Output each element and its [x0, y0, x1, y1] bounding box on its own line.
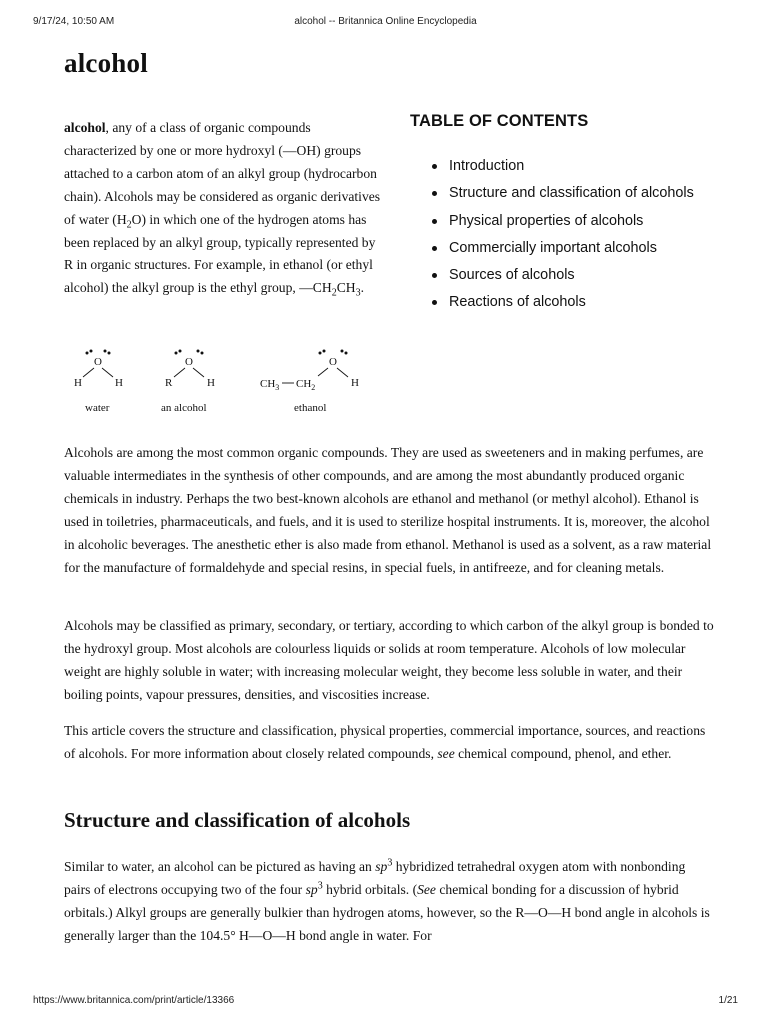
hydrogen-label: H [207, 377, 215, 389]
print-datetime: 9/17/24, 10:50 AM [33, 16, 115, 27]
ch3-label: $CH_3$ [260, 378, 280, 392]
bullet-icon [432, 191, 437, 196]
hydrogen-label: H [351, 377, 359, 389]
toc-item-physical-properties[interactable] [410, 211, 694, 238]
electron-dot [90, 350, 93, 353]
electron-dot [104, 350, 107, 353]
structure-diagram [64, 343, 384, 423]
caption-alcohol: an alcohol [161, 402, 207, 414]
electron-dot [179, 350, 182, 353]
paragraph-classification: Alcohols may be classified as primary, secondary, or tertiary, according to which carbon of the alkyl group is bonded to the hydroxyl group. Most alcohols are colourless liquids or solids at room temperature. Alcohols of low molecular weight are highly soluble in water; with increasing molecular weight, they become less soluble in water, and their boiling points, vapour pressures, densities, and viscosities increase. [64, 618, 714, 702]
toc-item-introduction[interactable] [410, 156, 694, 183]
toc-list [410, 156, 694, 320]
paragraph-text: hybrid orbitals. ( [322, 881, 418, 897]
electron-dot [197, 350, 200, 353]
caption-ethanol: ethanol [294, 402, 327, 414]
sp-emphasis: sp [305, 881, 318, 897]
subscript: 3 [355, 288, 361, 300]
electron-dot [341, 350, 344, 353]
electron-dot [323, 350, 326, 353]
print-url: https://www.britannica.com/print/article/13366 [33, 995, 235, 1006]
article-title: alcohol [64, 48, 148, 78]
alcohol-molecule [161, 350, 215, 415]
electron-dot [86, 352, 89, 355]
paragraph-text: chemical compound, phenol, and ether. [454, 745, 672, 761]
electron-dot [108, 352, 111, 355]
oxygen-label: O [185, 356, 193, 368]
superscript: 3 [317, 880, 323, 892]
toc-item-label[interactable]: Sources of alcohols [449, 267, 575, 284]
hydrogen-label: H [115, 377, 123, 389]
bond-line [318, 368, 328, 376]
bond-line [337, 368, 348, 377]
r-group-label: R [165, 377, 173, 389]
subscript: 2 [126, 219, 132, 231]
paragraph-coverage [64, 720, 714, 766]
see-emphasis: See [417, 881, 436, 897]
oxygen-label: O [329, 356, 337, 368]
intro-text: . [360, 280, 364, 296]
subscript: 2 [331, 288, 337, 300]
bullet-icon [432, 164, 437, 169]
bond-line [102, 368, 113, 377]
section-heading: Structure and classification of alcohols [64, 808, 411, 832]
toc-item-commercially-important[interactable] [410, 238, 694, 265]
toc-item-label[interactable]: Physical properties of alcohols [449, 212, 644, 229]
bond-line [174, 368, 185, 377]
bullet-icon [432, 273, 437, 278]
paragraph-structure [64, 856, 714, 948]
oxygen-label: O [94, 356, 102, 368]
see-emphasis: see [437, 745, 455, 761]
toc-heading: TABLE OF CONTENTS [410, 112, 589, 130]
toc-item-label[interactable]: Reactions of alcohols [449, 294, 586, 311]
table-of-contents [410, 112, 740, 311]
paragraph-uses: Alcohols are among the most common organic compounds. They are used as sweeteners and in making perfumes, are valuable intermediates in the synthesis of other compounds, and are among the most abundantly produced organic chemicals in industry. Perhaps the two best-known alcohols are ethanol and methanol (or methyl alcohol). Ethanol is used in toiletries, pharmaceuticals, and fuels, and it is used to sterilize hospital instruments. It is, moreover, the alcohol in alcoholic beverages. The anesthetic ether is also made from ethanol. Methanol is used as a solvent, as a raw material for the manufacture of formaldehyde and special resins, in special fuels, in antifreeze, and for cleaning metals. [64, 445, 712, 575]
print-header [33, 16, 738, 30]
bullet-icon [432, 300, 437, 305]
toc-item-label[interactable]: Structure and classification of alcohols [449, 185, 694, 202]
structure-figure [64, 343, 384, 423]
electron-dot [175, 352, 178, 355]
intro-text: CH [336, 280, 356, 296]
page-count: 1/21 [718, 995, 738, 1006]
bullet-icon [432, 246, 437, 251]
bond-line [83, 368, 94, 377]
hydrogen-label: H [74, 377, 82, 389]
toc-item-sources[interactable] [410, 265, 694, 292]
bullet-icon [432, 219, 437, 224]
paragraph-text: hybridized tetrahedral oxygen atom with nonbonding pairs of electrons occupying two of the four [64, 859, 686, 897]
toc-item-label[interactable]: Commercially important alcohols [449, 239, 657, 256]
ethanol-molecule [260, 350, 359, 415]
caption-water: water [85, 402, 110, 414]
electron-dot [319, 352, 322, 355]
intro-text: , any of a class of organic compounds characterized by one or more hydroxyl (—OH) groups attached to a carbon atom of an alkyl group (hydrocarbon chain). Alcohols may be considered as organic derivatives of water (H [64, 120, 381, 227]
electron-dot [345, 352, 348, 355]
paragraph-text: chemical bonding for a discussion of hybrid orbitals.) Alkyl groups are generally bulkier than hydrogen atoms, however, so the R—O—H bond angle in alcohols is generally larger than the 104.5° H—O—H bond angle in water. For [64, 881, 710, 943]
sp-emphasis: sp [375, 859, 388, 874]
electron-dot [201, 352, 204, 355]
print-footer [33, 995, 738, 1009]
intro-text: O) in which one of the hydrogen atoms has been replaced by an alkyl group, typically represented by R in organic structures. For example, in ethanol (or ethyl alcohol) the alkyl group is the ethyl group, —CH [64, 211, 376, 296]
water-molecule [74, 350, 123, 415]
toc-item-structure[interactable] [410, 183, 694, 210]
paragraph-text: This article covers the structure and classification, physical properties, commercial importance, sources, and reactions of alcohols. For more information about closely related compounds, [64, 723, 706, 761]
intro-paragraph [64, 117, 382, 300]
ch2-label: $CH_2$ [296, 378, 316, 392]
intro-term: alcohol [64, 120, 106, 135]
print-page-title: alcohol -- Britannica Online Encyclopedia [294, 16, 477, 27]
toc-item-reactions[interactable] [410, 292, 694, 319]
bond-line [193, 368, 204, 377]
toc-item-label[interactable]: Introduction [449, 158, 525, 174]
superscript: 3 [387, 857, 393, 869]
paragraph-text: Similar to water, an alcohol can be pictured as having an [64, 859, 376, 874]
